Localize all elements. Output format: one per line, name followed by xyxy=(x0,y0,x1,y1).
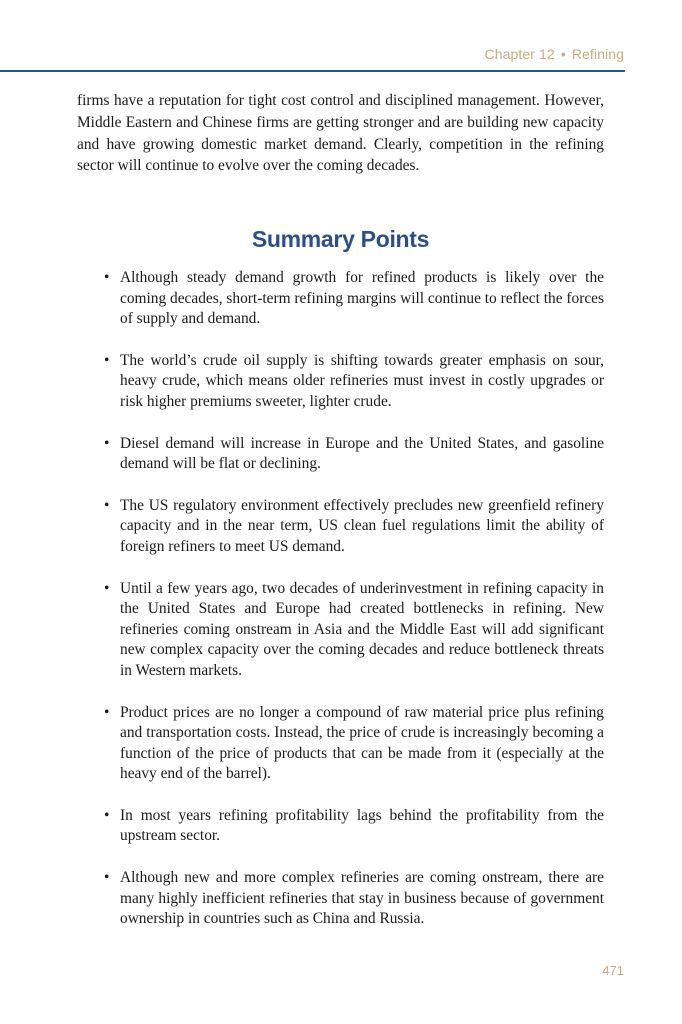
intro-paragraph: firms have a reputation for tight cost control and disciplined management. However, Middle Eastern and Chinese firms are getting stronger and are building new capacity and have growing domestic market demand. Clearly, competition in the refining sector will continue to evolve over the coming decades. xyxy=(77,92,604,175)
chapter-label: Chapter 12 xyxy=(484,46,555,62)
bullet-icon: • xyxy=(104,579,110,597)
bullet-icon: • xyxy=(104,703,110,721)
header-separator: • xyxy=(560,46,566,62)
bullet-icon: • xyxy=(104,496,110,514)
summary-point-text: The US regulatory environment effectively precludes new greenfield refinery capacity and in the near term, US clean fuel regulations limit the ability of foreign refiners to meet US demand. xyxy=(120,496,604,555)
summary-point-text: Although steady demand growth for refined products is likely over the coming decades, short-term refining margins will continue to reflect the forces of supply and demand. xyxy=(120,269,604,328)
summary-point xyxy=(104,579,604,682)
summary-point-text: Until a few years ago, two decades of underinvestment in refining capacity in the United States and Europe had created bottlenecks in refining. New refineries coming onstream in Asia and the Middle East will add significant new complex capacity over the coming decades and reduce bottleneck threats in Western markets. xyxy=(120,579,604,679)
summary-points-list xyxy=(104,268,604,951)
summary-point-text: Diesel demand will increase in Europe and the United States, and gasoline demand will be flat or declining. xyxy=(120,434,604,473)
bullet-icon: • xyxy=(104,434,110,452)
bullet-icon: • xyxy=(104,869,110,887)
section-label: Refining xyxy=(571,46,624,62)
bullet-icon: • xyxy=(104,269,110,286)
summary-point xyxy=(104,496,604,558)
summary-point-text: In most years refining profitability lags behind the profitability from the upstream sector. xyxy=(120,806,604,845)
header-rule xyxy=(0,70,625,72)
summary-point-text: Although new and more complex refineries are coming onstream, there are many highly inefficient refineries that stay in business because of government ownership in countries such as China and Russia. xyxy=(120,869,604,928)
summary-point-text: The world’s crude oil supply is shifting towards greater emphasis on sour, heavy crude, which means older refineries must invest in costly upgrades or risk higher premiums sweeter, lighter crude. xyxy=(120,351,604,410)
summary-point xyxy=(104,434,604,475)
summary-point xyxy=(104,268,604,330)
running-header xyxy=(485,46,624,62)
summary-point xyxy=(104,868,604,930)
summary-point xyxy=(104,351,604,413)
summary-point-text: Product prices are no longer a compound of raw material price plus refining and transportation costs. Instead, the price of crude is increasingly becoming a function of the price of products that can be made from it (especially at the heavy end of the barrel). xyxy=(120,703,604,783)
summary-point xyxy=(104,806,604,847)
section-title: Summary Points xyxy=(251,226,430,252)
summary-point xyxy=(104,703,604,785)
bullet-icon: • xyxy=(104,351,110,369)
bullet-icon: • xyxy=(104,806,110,824)
page-number: 471 xyxy=(602,963,624,978)
